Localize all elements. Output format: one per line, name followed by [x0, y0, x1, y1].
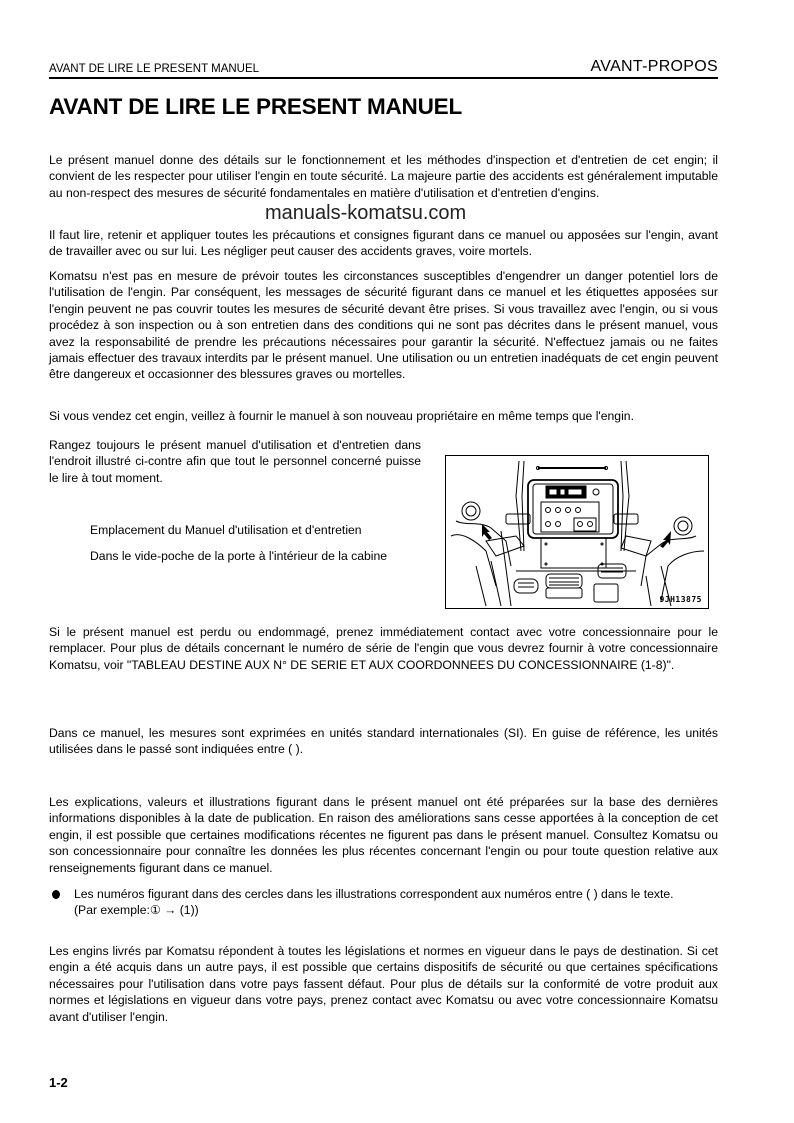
- cab-illustration: [445, 455, 709, 609]
- paragraph-lost-manual: Si le présent manuel est perdu ou endommagé, prenez immédiatement contact avec votre concessionnaire pour le remplacer. Pour plus de détails concernant le numéro de série de l'engin que vous devrez fournir à votre concessionnaire Komatsu, voir "TABLEAU DESTINE AUX N° DE SERIE ET AUX COORDONNEES DU CONCESSIONNAIRE (1-8)".: [49, 625, 718, 672]
- page-number: 1-2: [49, 1075, 68, 1090]
- bullet-example: (Par exemple:① → (1)): [74, 903, 199, 918]
- running-header: [49, 57, 718, 79]
- bullet-icon: [52, 890, 60, 899]
- figure-code: 9JH13875: [659, 595, 702, 604]
- paragraph-latest-info: Les explications, valeurs et illustrations figurant dans le présent manuel ont été préparées sur la base des dernières informations disponibles à la date de publication. En raison des améliorations sans cesse apportées à la conception de cet engin, il est possible que certaines modifications récentes ne figurent pas dans le présent manuel. Consultez Komatsu ou son concessionnaire pour connaître les données les plus récentes concernant l'engin ou pour toute question relative aux renseignements figurant dans ce manuel.: [49, 795, 718, 875]
- paragraph-read-precautions: Il faut lire, retenir et appliquer toutes les précautions et consignes figurant dans ce manuel ou apposées sur l'engin, avant de travailler avec ou sur lui. Les négliger peut causer des accidents graves, voire mortels.: [49, 228, 718, 259]
- bullet-text: Les numéros figurant dans des cercles dans les illustrations correspondent aux numéros entre ( ) dans le texte.: [74, 887, 674, 901]
- cab-interior-drawing: [446, 456, 710, 610]
- paragraph-komatsu-responsibility: Komatsu n'est pas en mesure de prévoir toutes les circonstances susceptibles d'engendrer un danger potentiel lors de l'utilisation de l'engin. Par conséquent, les messages de sécurité figurant dans ce manuel et les étiquettes apposées sur l'engin peuvent ne pas couvrir toutes les mesures de sécurité devant être prises. Si vous travaillez avec l'engin, ou si vous procédez à son inspection ou à son entretien dans des conditions qui ne sont pas décrites dans le présent manuel, vous avez la responsabilité de prendre les précautions nécessaires pour garantir la sécurité. N'effectuez jamais ou ne faites jamais effectuer des travaux interdits par le présent manuel. Une utilisation ou un entretien inadéquats de cet engin peuvent être dangereux et occasionner des blessures graves ou mortelles.: [49, 269, 718, 382]
- manual-location-label: Emplacement du Manuel d'utilisation et d'entretien: [90, 523, 362, 537]
- paragraph-sell-machine: Si vous vendez cet engin, veillez à fournir le manuel à son nouveau propriétaire en même temps que l'engin.: [49, 409, 634, 423]
- bullet-circled-numbers: [49, 886, 718, 919]
- running-title-right: AVANT-PROPOS: [590, 58, 718, 75]
- manual-location-value: Dans le vide-poche de la porte à l'intérieur de la cabine: [90, 549, 388, 563]
- watermark: manuals-komatsu.com: [265, 202, 467, 224]
- running-title-left: AVANT DE LIRE LE PRESENT MANUEL: [49, 63, 260, 75]
- paragraph-store-manual: Rangez toujours le présent manuel d'utilisation et d'entretien dans l'endroit illustré ci-contre afin que tout le personnel concerné puisse le lire à tout moment.: [49, 438, 421, 485]
- paragraph-legislation: Les engins livrés par Komatsu répondent à toutes les législations et normes en vigueur dans le pays de destination. Si cet engin a été acquis dans un autre pays, il est possible que certains dispositifs de sécurité ou que certaines spécifications nécessaires pour l'utilisation dans votre pays fassent défaut. Pour plus de détails sur la conformité de votre produit aux normes et législations en vigueur dans votre pays, prenez contact avec Komatsu ou avec votre concessionnaire Komatsu avant d'utiliser l'engin.: [49, 944, 718, 1024]
- paragraph-si-units: Dans ce manuel, les mesures sont exprimées en unités standard internationales (SI). En guise de référence, les unités utilisées dans le passé sont indiquées entre ( ).: [49, 726, 718, 757]
- paragraph-intro: Le présent manuel donne des détails sur le fonctionnement et les méthodes d'inspection et d'entretien de cet engin; il convient de les respecter pour utiliser l'engin en toute sécurité. La majeure partie des accidents est généralement imputable au non-respect des mesures de sécurité fondamentales en matière d'utilisation et d'entretien d'engins.: [49, 153, 718, 200]
- arrow-right-icon: [660, 531, 671, 548]
- page-title: AVANT DE LIRE LE PRESENT MANUEL: [49, 94, 462, 119]
